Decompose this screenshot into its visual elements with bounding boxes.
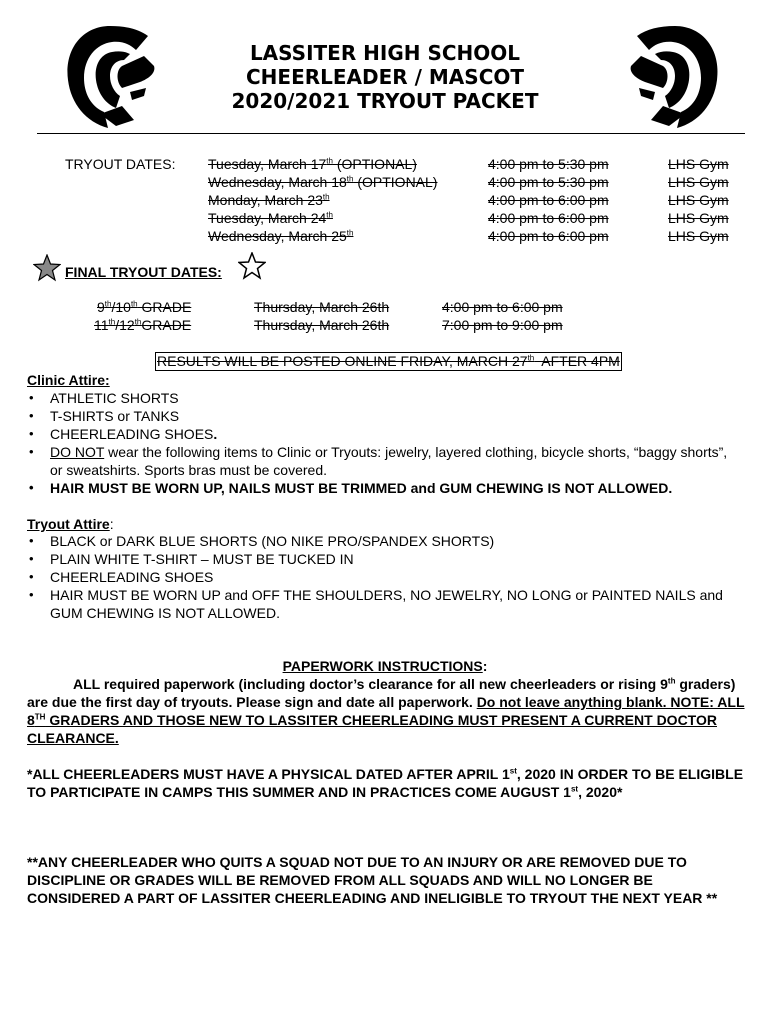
list-item: • CHEERLEADING SHOES — [27, 568, 742, 586]
final-row-2-day: Thursday, March 26th — [254, 317, 390, 333]
tryout-row-3-time: 4:00 pm to 6:00 pm — [488, 192, 609, 208]
paperwork-instructions: ALL required paperwork (including doctor’s clearance for all new cheerleaders or rising 9th graders) are due the first day of tryouts. Please sign and date all paperwork. Do not leave anything blank. NOTE: ALL 8TH GRADERS AND THOSE NEW TO LASSITER CHEERLEADING MUST PRESENT A CURRENT DOCTOR CLEARANCE. — [27, 676, 745, 746]
spartan-helmet-left-icon — [60, 22, 160, 134]
tryout-row-5-place: LHS Gym — [668, 228, 729, 244]
list-item: • DO NOT wear the following items to Clinic or Tryouts: jewelry, layered clothing, bicycle shorts, “baggy shorts”, or sweatshirts. Sports bras must be covered. — [27, 443, 742, 479]
tryout-row-5-day: Wednesday, March 25th — [208, 228, 354, 244]
final-tryout-dates-label: FINAL TRYOUT DATES: — [65, 264, 222, 280]
tryout-row-3-place: LHS Gym — [668, 192, 729, 208]
title-line-1: LASSITER HIGH SCHOOL — [249, 41, 521, 65]
tryout-row-1-place: LHS Gym — [668, 156, 729, 172]
title-line-2: CHEERLEADER / MASCOT — [245, 65, 525, 89]
title-line-3: 2020/2021 TRYOUT PACKET — [231, 89, 539, 113]
tryout-row-2-time: 4:00 pm to 5:30 pm — [488, 174, 609, 190]
results-notice: RESULTS WILL BE POSTED ONLINE FRIDAY, MARCH 27th AFTER 4PM — [157, 353, 620, 369]
list-item: • BLACK or DARK BLUE SHORTS (NO NIKE PRO/SPANDEX SHORTS) — [27, 532, 742, 550]
star-icon — [33, 254, 61, 282]
list-item: • T-SHIRTS or TANKS — [27, 407, 742, 425]
list-item: • ATHLETIC SHORTS — [27, 389, 742, 407]
tryout-attire-list — [27, 532, 742, 622]
tryout-row-5-time: 4:00 pm to 6:00 pm — [488, 228, 609, 244]
list-item: • PLAIN WHITE T-SHIRT – MUST BE TUCKED IN — [27, 550, 742, 568]
tryout-row-2-place: LHS Gym — [668, 174, 729, 190]
list-item: • HAIR MUST BE WORN UP and OFF THE SHOULDERS, NO JEWELRY, NO LONG or PAINTED NAILS and GUM CHEWING IS NOT ALLOWED. — [27, 586, 742, 622]
spartan-helmet-right-icon — [625, 22, 725, 134]
tryout-row-1-day: Tuesday, March 17th (OPTIONAL) — [208, 156, 417, 172]
tryout-row-2-day: Wednesday, March 18th (OPTIONAL) — [208, 174, 438, 190]
final-row-1-grade: 9th/10th GRADE — [97, 299, 192, 315]
header-divider — [37, 133, 745, 134]
tryout-row-3-day: Monday, March 23th — [208, 192, 330, 208]
paperwork-heading: PAPERWORK INSTRUCTIONS: — [282, 658, 488, 674]
final-row-2-grade: 11th/12thGRADE — [94, 317, 192, 333]
tryout-row-1-time: 4:00 pm to 5:30 pm — [488, 156, 609, 172]
final-row-1-day: Thursday, March 26th — [254, 299, 390, 315]
final-row-2-time: 7:00 pm to 9:00 pm — [442, 317, 563, 333]
star-icon — [238, 252, 266, 280]
tryout-row-4-place: LHS Gym — [668, 210, 729, 226]
tryout-attire-heading: Tryout Attire: — [27, 516, 114, 532]
tryout-row-4-day: Tuesday, March 24th — [208, 210, 333, 226]
tryout-row-4-time: 4:00 pm to 6:00 pm — [488, 210, 609, 226]
quit-policy: **ANY CHEERLEADER WHO QUITS A SQUAD NOT DUE TO AN INJURY OR ARE REMOVED DUE TO DISCIPLINE OR GRADES WILL BE REMOVED FROM ALL SQUADS AND WILL NO LONGER BE CONSIDERED A PART OF LASSITER CHEERLEADING AND INELIGIBLE TO TRYOUT THE NEXT YEAR ** — [27, 854, 718, 906]
list-item: • HAIR MUST BE WORN UP, NAILS MUST BE TRIMMED and GUM CHEWING IS NOT ALLOWED. — [27, 479, 742, 497]
physical-requirement: *ALL CHEERLEADERS MUST HAVE A PHYSICAL DATED AFTER APRIL 1st, 2020 IN ORDER TO BE ELIGIBLE TO PARTICIPATE IN CAMPS THIS SUMMER AND IN PRACTICES COME AUGUST 1st, 2020* — [27, 766, 744, 800]
final-row-1-time: 4:00 pm to 6:00 pm — [442, 299, 563, 315]
clinic-attire-list — [27, 389, 742, 497]
clinic-attire-heading: Clinic Attire: — [27, 372, 110, 388]
tryout-dates-label: TRYOUT DATES: — [65, 156, 176, 172]
list-item: • CHEERLEADING SHOES. — [27, 425, 742, 443]
